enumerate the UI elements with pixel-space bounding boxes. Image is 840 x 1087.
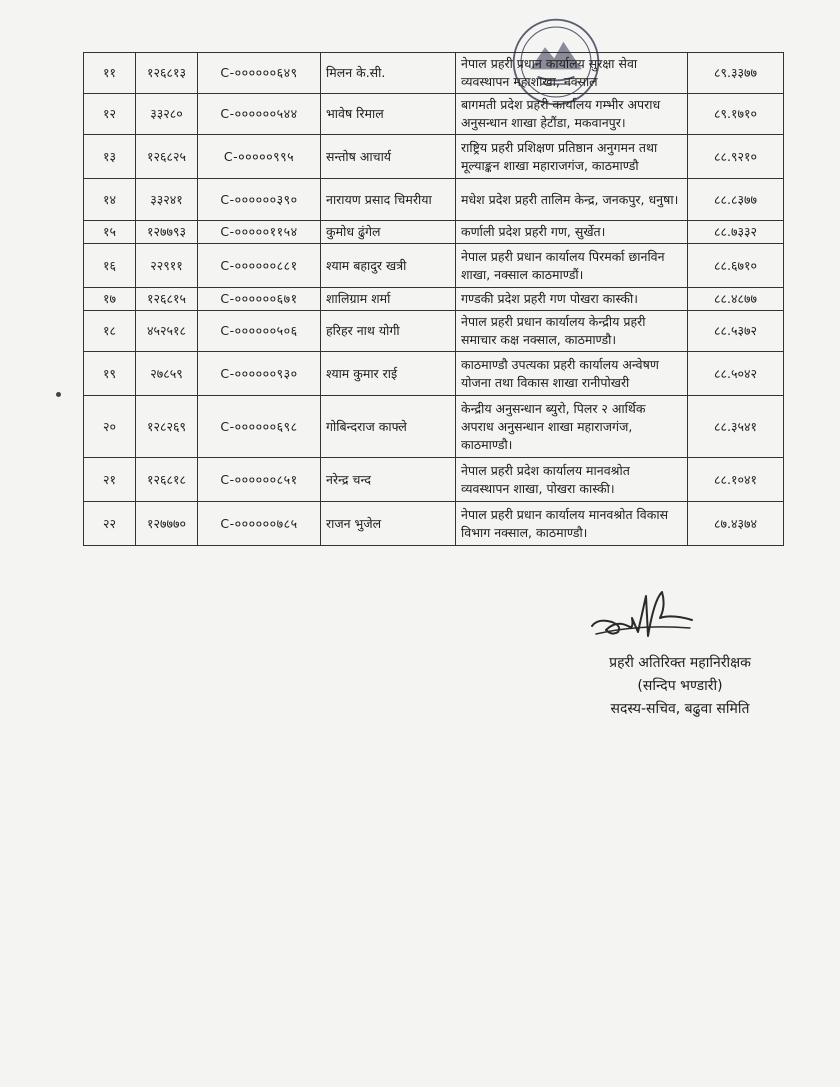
results-table-body (84, 53, 784, 546)
roll-number-cell: C-०००००११५४ (198, 221, 321, 244)
roll-number-cell: C-००००००८८१ (198, 244, 321, 288)
table-row (84, 221, 784, 244)
roll-number-cell: C-००००००३९० (198, 179, 321, 221)
candidate-name-cell: गोबिन्दराज काफ्ले (321, 396, 456, 458)
employee-id-cell: १२६८१३ (136, 53, 198, 94)
candidate-name-cell: शालिग्राम शर्मा (321, 288, 456, 311)
score-cell: ८९.१७१० (688, 94, 784, 135)
roll-number-cell: C-००००००६४९ (198, 53, 321, 94)
serial-number-cell: १८ (84, 311, 136, 352)
signature-icon (588, 578, 698, 648)
table-row (84, 352, 784, 396)
score-cell: ८८.५०४२ (688, 352, 784, 396)
employee-id-cell: १२७७७० (136, 502, 198, 546)
office-cell: नेपाल प्रहरी प्रधान कार्यालय केन्द्रीय प्रहरी समाचार कक्ष नक्साल, काठमाण्डौ। (456, 311, 688, 352)
roll-number-cell: C-००००००९३० (198, 352, 321, 396)
candidate-name-cell: श्याम बहादुर खत्री (321, 244, 456, 288)
signatory-designation: प्रहरी अतिरिक्त महानिरीक्षक (609, 655, 751, 671)
signatory-name: (सन्दिप भण्डारी) (637, 678, 723, 694)
score-cell: ८८.५३७२ (688, 311, 784, 352)
score-cell: ८८.९२१० (688, 135, 784, 179)
score-cell: ८८.१०४१ (688, 458, 784, 502)
table-row (84, 53, 784, 94)
table-row (84, 288, 784, 311)
office-cell: नेपाल प्रहरी प्रदेश कार्यालय मानवश्रोत व्यवस्थापन शाखा, पोखरा कास्की। (456, 458, 688, 502)
candidate-name-cell: सन्तोष आचार्य (321, 135, 456, 179)
candidate-name-cell: राजन भुजेल (321, 502, 456, 546)
serial-number-cell: १६ (84, 244, 136, 288)
roll-number-cell: C-००००००८५१ (198, 458, 321, 502)
roll-number-cell: C-००००००५०६ (198, 311, 321, 352)
candidate-name-cell: मिलन के.सी. (321, 53, 456, 94)
table-row (84, 502, 784, 546)
office-cell: बागमती प्रदेश प्रहरी कार्यालय गम्भीर अपराध अनुसन्धान शाखा हेटौंडा, मकवानपुर। (456, 94, 688, 135)
score-cell: ८८.८३७७ (688, 179, 784, 221)
serial-number-cell: १७ (84, 288, 136, 311)
office-cell: कर्णाली प्रदेश प्रहरी गण, सुर्खेत। (456, 221, 688, 244)
signatory-role: सदस्य-सचिव, बढुवा समिति (610, 701, 750, 717)
employee-id-cell: १२७७९३ (136, 221, 198, 244)
serial-number-cell: १४ (84, 179, 136, 221)
employee-id-cell: ४५२५१८ (136, 311, 198, 352)
roll-number-cell: C-००००००७८५ (198, 502, 321, 546)
roll-number-cell: C-००००००६७१ (198, 288, 321, 311)
results-table (83, 52, 784, 546)
candidate-name-cell: नारायण प्रसाद चिमरीया (321, 179, 456, 221)
stray-mark (56, 392, 61, 397)
roll-number-cell: C-००००००५४४ (198, 94, 321, 135)
office-cell: मधेश प्रदेश प्रहरी तालिम केन्द्र, जनकपुर, धनुषा। (456, 179, 688, 221)
roll-number-cell: C-००००००६९८ (198, 396, 321, 458)
office-cell: नेपाल प्रहरी प्रधान कार्यालय सुरक्षा सेवा व्यवस्थापन महाशाखा, नक्साल (456, 53, 688, 94)
serial-number-cell: ११ (84, 53, 136, 94)
employee-id-cell: १२६८१८ (136, 458, 198, 502)
score-cell: ८८.७३३२ (688, 221, 784, 244)
serial-number-cell: १२ (84, 94, 136, 135)
employee-id-cell: ३३२४१ (136, 179, 198, 221)
candidate-name-cell: भावेष रिमाल (321, 94, 456, 135)
table-row (84, 311, 784, 352)
employee-id-cell: १२८२६९ (136, 396, 198, 458)
office-cell: नेपाल प्रहरी प्रधान कार्यालय मानवश्रोत विकास विभाग नक्साल, काठमाण्डौ। (456, 502, 688, 546)
table-row (84, 244, 784, 288)
office-cell: राष्ट्रिय प्रहरी प्रशिक्षण प्रतिष्ठान अनुगमन तथा मूल्याङ्कन शाखा महाराजगंज, काठमाण्डौ (456, 135, 688, 179)
score-cell: ८८.६७१० (688, 244, 784, 288)
table-row (84, 94, 784, 135)
office-cell: नेपाल प्रहरी प्रधान कार्यालय पिरमर्का छानविन शाखा, नक्साल काठमाण्डौं। (456, 244, 688, 288)
table-row (84, 179, 784, 221)
office-cell: गण्डकी प्रदेश प्रहरी गण पोखरा कास्की। (456, 288, 688, 311)
score-cell: ८८.४८७७ (688, 288, 784, 311)
employee-id-cell: १२६८१५ (136, 288, 198, 311)
table-row (84, 396, 784, 458)
serial-number-cell: २० (84, 396, 136, 458)
employee-id-cell: ३३२८० (136, 94, 198, 135)
signature-block (560, 652, 800, 721)
table-row (84, 458, 784, 502)
employee-id-cell: २७८५९ (136, 352, 198, 396)
candidate-name-cell: हरिहर नाथ योगी (321, 311, 456, 352)
serial-number-cell: २१ (84, 458, 136, 502)
table-row (84, 135, 784, 179)
roll-number-cell: C-०००००९९५ (198, 135, 321, 179)
score-cell: ८९.३३७७ (688, 53, 784, 94)
employee-id-cell: १२६८२५ (136, 135, 198, 179)
office-cell: केन्द्रीय अनुसन्धान ब्युरो, पिलर २ आर्थिक अपराध अनुसन्धान शाखा महाराजगंज, काठमाण्डौ। (456, 396, 688, 458)
candidate-name-cell: नरेन्द्र चन्द (321, 458, 456, 502)
serial-number-cell: २२ (84, 502, 136, 546)
score-cell: ८७.४३७४ (688, 502, 784, 546)
candidate-name-cell: कुमोध ढुंगेल (321, 221, 456, 244)
serial-number-cell: १५ (84, 221, 136, 244)
candidate-name-cell: श्याम कुमार राई (321, 352, 456, 396)
employee-id-cell: २२९११ (136, 244, 198, 288)
score-cell: ८८.३५४१ (688, 396, 784, 458)
serial-number-cell: १९ (84, 352, 136, 396)
office-cell: काठमाण्डौ उपत्यका प्रहरी कार्यालय अन्वेषण योजना तथा विकास शाखा रानीपोखरी (456, 352, 688, 396)
serial-number-cell: १३ (84, 135, 136, 179)
